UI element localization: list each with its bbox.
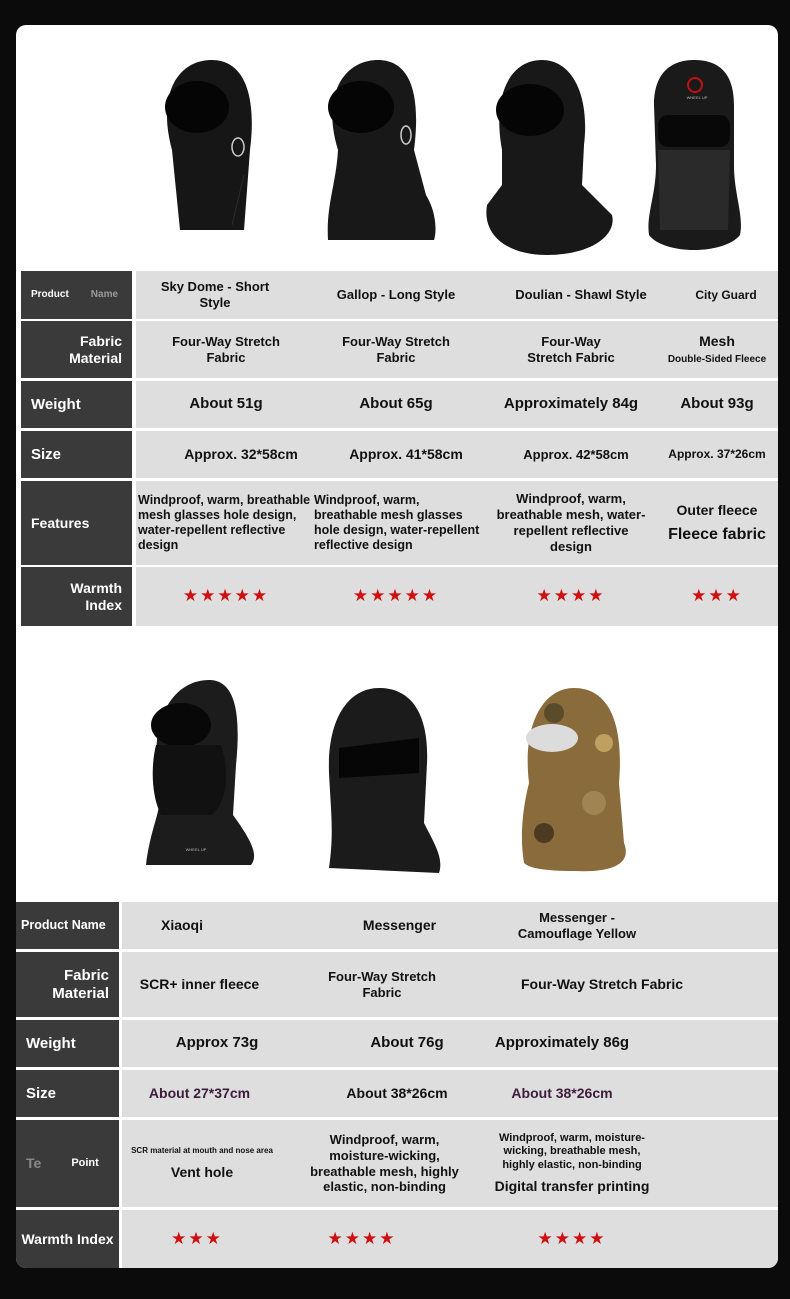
row-features: Features Windproof, warm, breathable mesh glasses hole design, water-repellent reflective design Windproof, warm, breathable mesh glasses hole design, water-repellent reflective design Windproof, warm, breathable mesh, water-repellent reflective design Outer fleece Fleece fabric	[16, 481, 778, 565]
row-warmth-index: Warmth Index ★★★★★ ★★★★★ ★★★★ ★★★	[16, 567, 778, 626]
balaclava-shawl-icon	[482, 55, 617, 255]
row-product-name-2: Product Name Xiaoqi Messenger Messenger - Camouflage Yellow	[16, 902, 778, 949]
star-rating: ★★★★	[536, 586, 606, 606]
row-label: Te Point	[16, 1120, 119, 1207]
star-rating: ★★★★★	[352, 586, 440, 606]
row-weight: Weight About 51g About 65g Approximately 84g About 93g	[16, 381, 778, 428]
star-rating: ★★★★★	[182, 586, 270, 606]
balaclava-messenger-icon	[319, 683, 444, 878]
comparison-card	[16, 25, 778, 1268]
row-product-name: Product Name Sky Dome - Short Style Gallop - Long Style Doulian - Shawl Style City Guard	[16, 271, 778, 319]
row-fabric-material: Fabric Material Four-Way Stretch Fabric Four-Way Stretch Fabric Four-Way Stretch Fabric Mesh Double-Sided Fleece	[16, 321, 778, 378]
row-size-2: Size About 27*37cm About 38*26cm About 38*26cm	[16, 1070, 778, 1117]
star-rating: ★★★★	[537, 1228, 607, 1248]
star-rating: ★★★★	[327, 1228, 397, 1248]
row-fabric-material-2: Fabric Material SCR+ inner fleece Four-Way Stretch Fabric Four-Way Stretch Fabric	[16, 952, 778, 1017]
balaclava-vented-icon	[141, 675, 261, 875]
star-rating: ★★★	[171, 1228, 223, 1248]
balaclava-long-icon	[316, 55, 441, 245]
brand-logo: WHEEL UP	[686, 95, 708, 100]
balaclava-camouflage-icon	[514, 683, 634, 873]
balaclava-fleece-icon	[644, 55, 744, 255]
row-label: Product Name	[21, 271, 132, 319]
brand-logo: WHEEL UP	[185, 847, 207, 852]
row-size: Size Approx. 32*58cm Approx. 41*58cm Approx. 42*58cm Approx. 37*26cm	[16, 431, 778, 478]
row-warmth-index-2: Warmth Index ★★★ ★★★★ ★★★★	[16, 1210, 778, 1268]
row-weight-2: Weight Approx 73g About 76g Approximately 86g	[16, 1020, 778, 1067]
balaclava-short-icon	[152, 55, 262, 235]
star-rating: ★★★	[691, 586, 743, 606]
row-points-2: Te Point SCR material at mouth and nose area Vent hole Windproof, warm, moisture-wicking, breathable mesh, highly elastic, non-binding Windproof, warm, moisture-wicking, breathable mesh, highly elastic, non-binding Digital transfer printing	[16, 1120, 778, 1207]
